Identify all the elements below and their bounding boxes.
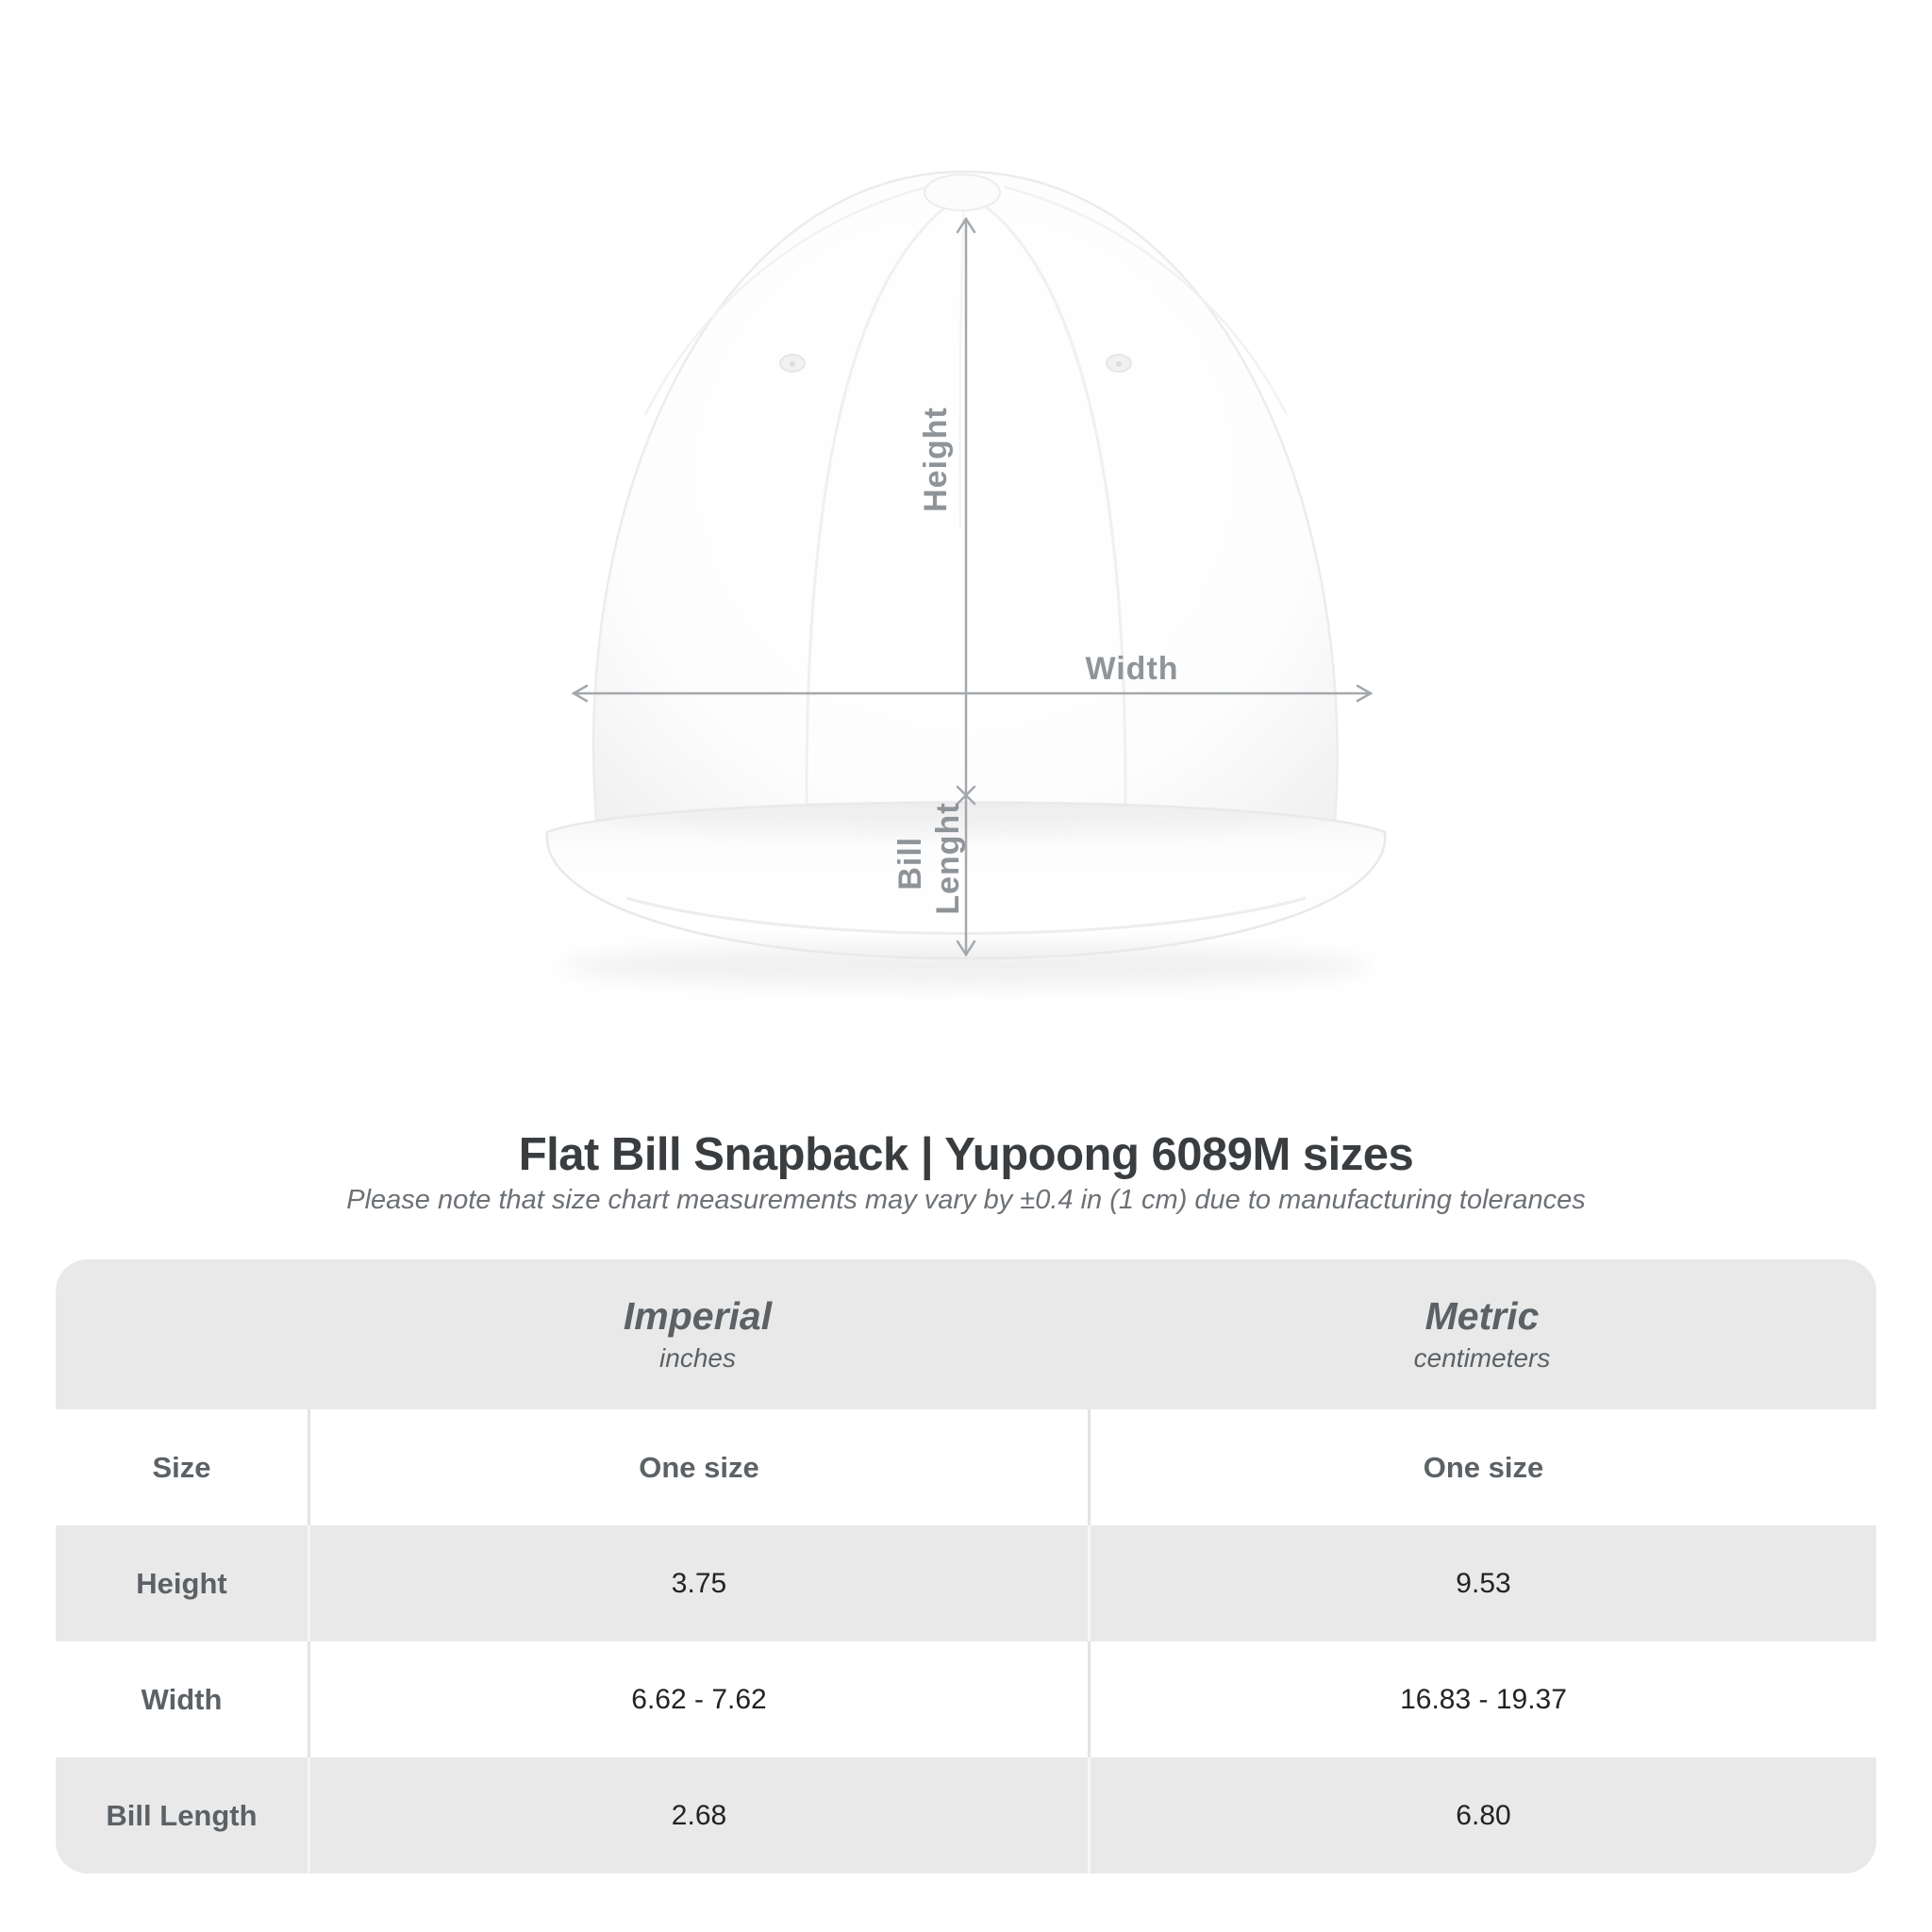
eyelet-right: [1107, 355, 1131, 372]
table-row-bill-length: [56, 1757, 1876, 1874]
imperial-value: 2.68: [308, 1757, 1088, 1874]
imperial-value: 6.62 - 7.62: [308, 1641, 1088, 1757]
table-row-width: [56, 1641, 1876, 1757]
metric-value: One size: [1088, 1409, 1876, 1525]
header-col-imperial: [308, 1259, 1088, 1409]
row-label: Bill Length: [106, 1798, 258, 1832]
metric-value: 16.83 - 19.37: [1088, 1641, 1876, 1757]
bill-length-dim-label: Bill Lenght: [892, 802, 966, 915]
metric-header-label: Metric: [1424, 1293, 1540, 1338]
metric-header-sublabel: centimeters: [1413, 1343, 1551, 1374]
cap-button: [924, 175, 1000, 210]
page-subtitle: Please note that size chart measurements may vary by ±0.4 in (1 cm) due to manufacturing tolerances: [346, 1185, 1586, 1215]
metric-value: 6.80: [1088, 1757, 1876, 1874]
eyelet-left: [780, 355, 805, 372]
header-spacer-cell: [56, 1259, 308, 1409]
table-row-size: [56, 1409, 1876, 1525]
metric-value: 9.53: [1088, 1525, 1876, 1641]
hat-svg: [494, 132, 1438, 1009]
imperial-header-label: Imperial: [623, 1293, 773, 1338]
imperial-value: One size: [308, 1409, 1088, 1525]
size-table-header: [56, 1259, 1876, 1409]
header-col-metric: [1088, 1259, 1876, 1409]
imperial-value: 3.75: [308, 1525, 1088, 1641]
row-label: Size: [152, 1450, 211, 1484]
hat-figure: [494, 132, 1438, 1009]
imperial-header-sublabel: inches: [659, 1343, 736, 1374]
height-dim-label: Height: [918, 407, 954, 512]
row-label: Height: [136, 1566, 227, 1600]
page-title: Flat Bill Snapback | Yupoong 6089M sizes: [518, 1129, 1414, 1180]
row-label: Width: [141, 1682, 223, 1716]
table-row-height: [56, 1525, 1876, 1641]
size-table: [56, 1259, 1876, 1874]
width-dim-label: Width: [1085, 651, 1179, 687]
